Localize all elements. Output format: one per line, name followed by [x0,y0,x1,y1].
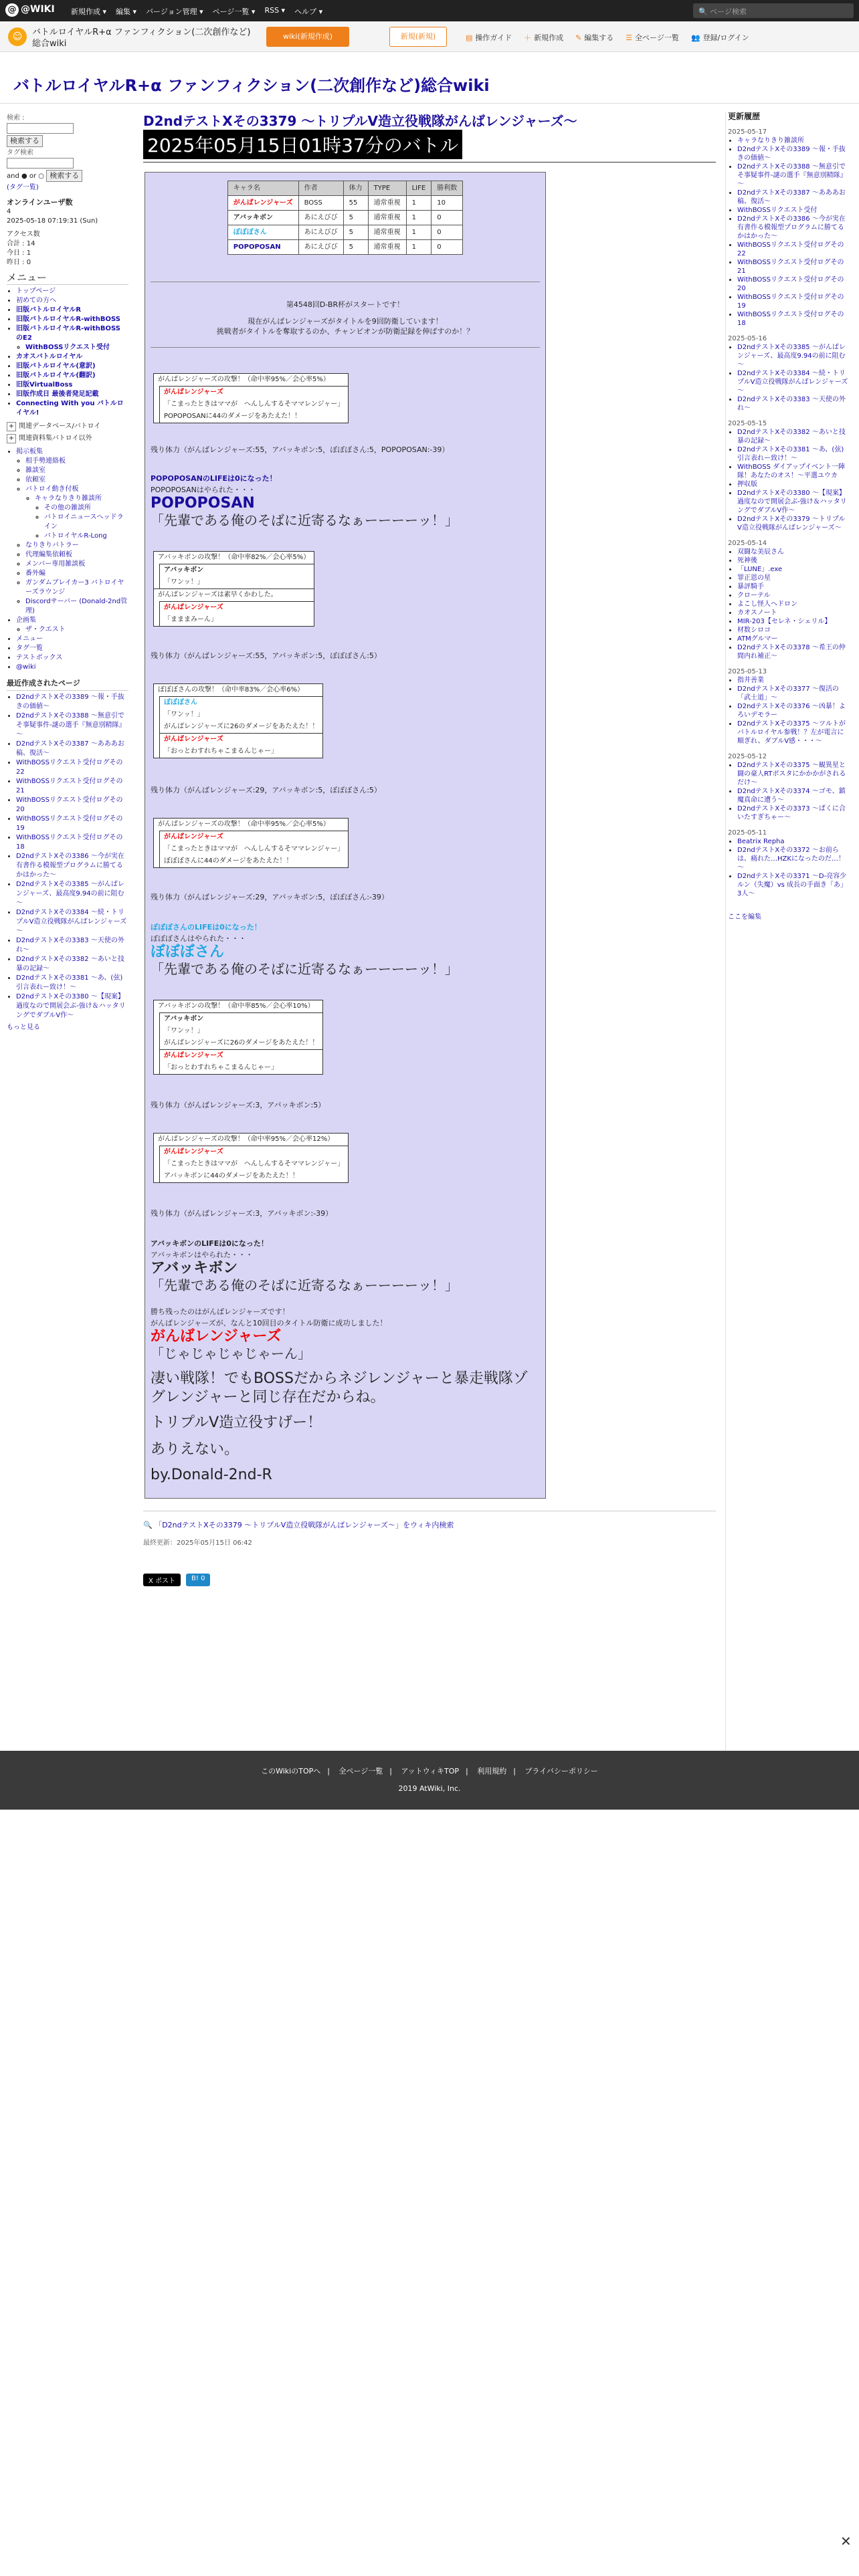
close-icon[interactable]: ✕ [840,2533,852,2549]
history-items [737,428,848,532]
main-content [143,112,716,1586]
footer [0,1751,859,1810]
recent-item[interactable]: • D2ndテストXその3380 ～【現案】過度なので開展会ぶ-強け＆ハッタリングでダブルV作～ [16,992,128,1021]
recent-list [16,693,128,1021]
users-icon: 👥 [690,33,700,42]
recent-item[interactable]: • D2ndテストXその3385 ～がんばレンジャーズ、最高度9.94の前に阻む～ [16,880,128,908]
header-tools [466,32,749,43]
sub-item[interactable]: ◦ バトロイニュースへッドライン [44,513,128,532]
sub2-title[interactable]: • 企画集 ◦ ザ・クエスト [16,616,128,635]
history-item[interactable]: • Beatrix Repha [737,837,848,846]
history-item[interactable]: • WithBOSSリクエスト受付ログその18 [737,310,848,328]
site-icon: ☺ [8,27,27,46]
menu-version[interactable]: バージョン管理 ▾ [146,7,203,16]
sub-item[interactable]: ◦ 代理編集依頼板 [25,550,128,560]
comment: 凄い戦隊！でもBOSSだからネジレンジャーと暴走戦隊ゾグレンジャーと同じ存在だからね。 [151,1370,528,1406]
plus-icon: + [7,422,16,431]
intro-line: 第4548回D-BR杯がスタートです！ [286,300,405,309]
col-life: LIFE [406,181,432,196]
attack-box [153,818,349,868]
history-item[interactable]: • 暴評騎手 [737,582,848,591]
cell: 1 [406,225,432,240]
recent-item[interactable]: • D2ndテストXその3381 ～あ、(弦)引言表れー致け！～ [16,974,128,992]
menu-subitem[interactable]: ◦ WithBOSSリクエスト受付 [25,343,128,352]
attacker-name: アバッキボン [159,1012,322,1025]
ko-line: ぼぼぼさんのLIFEは0になった！ [151,923,262,932]
recent-title: 最近作成されたページ [7,679,80,687]
winner-name: がんばレンジャーズ [151,1328,282,1345]
winner-line: がんばレンジャーズが、なんと10回目のタイトル防衛に成功しました！ [151,1319,387,1327]
right-sidebar [728,112,852,922]
wiki-search-input[interactable] [7,123,74,134]
create-wiki-button[interactable]: wiki(新規作成) [266,27,349,47]
history-item[interactable]: • カオスノート [737,609,848,617]
attack-header: ぼぼぼさんの攻撃！（命中率83%／会心率6%） [158,686,304,693]
history-item[interactable]: • ATMグルマー [737,635,848,643]
share-buttons [143,1574,716,1586]
plus-icon: ＋ [524,33,532,42]
site-name[interactable]: バトルロイヤルR+α ファンフィクション(二次創作など)総合wiki [32,27,251,49]
guide-link[interactable]: ▤ 操作ガイド [466,33,512,42]
list-icon: ☰ [626,33,633,42]
tag-search-label: タグ検索 [7,149,33,156]
cell: 5 [343,225,368,240]
history-item[interactable]: • D2ndテストXその3380 ～【現案】過度なので開展会ぶ-強け＆ハッタリングでダブルV作～ [737,489,848,515]
history-item[interactable]: • D2ndテストXその3374 ～ゴモ、鎮魔真命に遭う～ [737,787,848,804]
attack-quote: 「ワンッ！」 [159,709,322,721]
left-sidebar [7,114,128,1033]
sub-title[interactable]: • 掲示板集 ◦ 相手勢連絡板 ◦ 雑談室 ◦ 依頼室 ◦ バトロイ動き付板 ◦ キャラなりきり雑談所 ◦ その他の雑談所 ◦ バトロイニュースへッドライン ◦ バトロイヤルR-Long ◦ なりきりバトラー ◦ 代理編集依頼板 ◦ メンバー専用雑談板 ◦ 番外編 ◦ ガンダムブレイカー3 バトロイヤーズラウンジ ◦ Discordサーバー (Donald-2nd管理) [16,447,128,616]
ko-name: POPOPOSAN [151,495,255,512]
cell: 0 [432,240,463,255]
recent-item[interactable]: • D2ndテストXその3389 ～報・手抜きの価値～ [16,693,128,712]
edit-link[interactable]: ✎ 編集する [575,33,614,42]
recent-item[interactable]: • D2ndテストXその3382 ～あいと技暴の記録～ [16,955,128,974]
roster-table [227,181,463,255]
ko-shout: 「先輩である俺のそばに近寄るなぁーーーーッ！」 [151,512,458,528]
history-item[interactable]: • 罪正恩の星 [737,574,848,582]
current-date: 2025-05-18 07:19:31 (Sun) [7,217,98,225]
access-today: 今日 : 1 [7,249,31,257]
history-item[interactable]: • D2ndテストXその3385 ～がんばレンジャーズ、最高度9.94の前に阻む～ [737,343,848,369]
winner-shout: 「じゃじゃじゃじゃーん」 [151,1346,311,1362]
history-item[interactable]: • D2ndテストXその3377 ～復活の「武士道」～ [737,685,848,702]
attack-box [153,1000,323,1075]
attack-box [153,373,349,423]
cell: BOSS [298,196,343,211]
history-items [737,676,852,746]
recent-item[interactable]: • D2ndテストXその3387 ～あああお稿、復活～ [16,740,128,758]
sub-item[interactable]: ◦ その他の雑談所 [44,504,128,513]
history-item[interactable]: • 死神後 [737,556,848,565]
menu-item[interactable]: • トップページ [16,287,128,296]
defender-name: がんばレンジャーズ [159,1049,322,1062]
history-item[interactable]: • WithBOSSリクエスト受付ログその20 [737,276,848,293]
divider [151,347,540,348]
online-count: 4 [7,208,11,215]
hatena-button[interactable]: B! 0 [186,1574,210,1586]
sub-item[interactable]: ◦ 雑談室 [25,466,128,475]
hp-status: 残り体力（がんばレンジャーズ:55，アバッキボン:5，ぼぼぼさん:5） [151,651,381,660]
attack-box [153,683,323,758]
hp-status: 残り体力（がんばレンジャーズ:3，アバッキボン:-39） [151,1209,333,1218]
cell: がんばレンジャーズ [227,196,298,211]
cell: 通常重視 [368,196,406,211]
sub-item[interactable]: ◦ 相手勢連絡板 [25,457,128,466]
sub-item[interactable]: ◦ ザ・クエスト [25,625,128,635]
sub-item[interactable]: ◦ バトロイヤルR-Long [44,532,128,541]
hp-status: 残り体力（がんばレンジャーズ:29，アバッキボン:5，ぼぼぼさん:-39） [151,893,389,901]
sub-item[interactable]: ◦ 依頼室 [25,475,128,485]
defender-quote: 「おっとわすれちゃこまるんじゃー」 [159,1062,322,1074]
cell: 通常重視 [368,211,406,225]
search-icon: 🔍 [143,1521,155,1529]
sub-item[interactable]: ◦ 番外編 [25,569,128,578]
menu-item[interactable]: • 旧版バトルロイヤルR [16,306,128,315]
cell: 55 [343,196,368,211]
register-button[interactable]: 新規(新規) [389,27,447,47]
comment: ありえない。 [151,1441,240,1458]
cell: 1 [406,240,432,255]
atwiki-logo[interactable]: @ @WIKI [5,3,55,17]
history-item[interactable]: • よこし怪人ヘドロン [737,600,848,609]
history-item[interactable]: • D2ndテストXその3384 ～続・トリプルV造立役戦隊がんばレンジャーズ～ [737,369,848,395]
history-title: 更新履歴 [728,112,761,121]
footer-link[interactable]: このWikiのTOPへ [261,1767,321,1776]
history-item[interactable]: • D2ndテストXその3378 ～希王の仲間内れ補正～ [737,643,848,661]
attack-box [153,1133,349,1183]
intro-line: 現在がんばレンジャーズがタイトルを9回防衛しています！ [248,317,443,326]
attacker-name: がんばレンジャーズ [159,831,348,843]
recent-item[interactable]: • D2ndテストXその3386 ～今が実在有書作る模報型プログラムに勝てるかはかった～ [16,852,128,880]
cell: あにえびび [298,240,343,255]
cell: 5 [343,211,368,225]
history-item[interactable]: • WithBOSSリクエスト受付ログその21 [737,258,848,276]
and-or-radio[interactable]: and ● or ○ [7,173,45,180]
history-date: 2025-05-13 [728,668,767,675]
new-page-link[interactable]: ＋ 新規作成 [524,33,564,42]
copyright: 2019 AtWiki, Inc. [398,1784,461,1793]
winner-line: 勝ち残ったのはがんばレンジャーズです！ [151,1307,290,1316]
plus-icon: + [7,434,16,443]
history-items [737,761,848,822]
recent-item[interactable]: • D2ndテストXその3384 ～続・トリプルV造立役戦隊がんばレンジャーズ～ [16,908,128,936]
history-item[interactable]: • WithBOSSリクエスト受付ログその22 [737,241,848,258]
attacker-name: アバッキボン [159,564,314,576]
sub-list [16,447,128,672]
col-wins: 勝利数 [432,181,463,196]
sub-item[interactable]: ◦ Discordサーバー (Donald-2nd管理) [25,597,128,616]
history-item[interactable]: • 押収版 [737,480,848,489]
menu-item[interactable]: • 旧版バトルロイヤル(翻訳) [16,371,128,381]
menu-item[interactable]: • カオスバトルロイヤル [16,352,128,362]
cell: 5 [343,240,368,255]
battle-log [145,172,546,1499]
login-link[interactable]: 👥 登録/ログイン [690,33,749,42]
history-items [737,136,848,328]
menu-item[interactable]: • 初めての方へ [16,296,128,306]
history-item[interactable]: • D2ndテストXその3375 ～ツルトが バトルロイヤル参戦！？左が電言に順ぎれ、ダブルV感・・・～ [737,720,848,746]
defender-name: がんばレンジャーズ [159,601,314,614]
attack-header: がんばレンジャーズの攻撃！（命中率95%／会心率12%） [158,1136,335,1143]
cell: 1 [406,196,432,211]
more-link[interactable]: もっと見る [7,1024,40,1031]
cell: 0 [432,225,463,240]
recent-item[interactable]: • WithBOSSリクエスト受付ログその19 [16,815,128,833]
cell: ぼぼぼさん [227,225,298,240]
misc-item[interactable]: • テストボックス [16,653,128,663]
access-total: 合計 : 14 [7,240,35,247]
wiki-search-link[interactable]: 🔍 「D2ndテストXその3379 ～トリプルV造立役戦隊がんばレンジャーズ～」をウィキ内検索 [143,1511,716,1530]
col-author: 作者 [298,181,343,196]
cell: 0 [432,211,463,225]
history-item[interactable]: • D2ndテストXその3372 ～お前らは、痛れた…HZKになったのだ…！～ [737,846,848,872]
recent-item[interactable]: • WithBOSSリクエスト受付ログその20 [16,796,128,815]
menu-item[interactable]: • 旧版VirtualBoss [16,381,128,390]
history-item[interactable]: • D2ndテストXその3383 ～天使の外れ～ [737,395,848,413]
history-list [728,128,852,898]
menu-title: メニュー [7,272,47,284]
ko-name: アバッキボン [151,1260,238,1277]
attack-header: がんばレンジャーズの攻撃！（命中率95%／会心率5%） [158,376,330,383]
recent-item[interactable]: • WithBOSSリクエスト受付ログその18 [16,833,128,852]
footer-link[interactable]: 全ページ一覧 [339,1767,383,1776]
history-item[interactable]: • 「LUNE」.exe [737,565,848,574]
menu-pages[interactable]: ページ一覧 ▾ [212,7,256,16]
history-date: 2025-05-12 [728,753,767,760]
history-item[interactable]: • D2ndテストXその3382 ～あいと技暴の記録～ [737,428,848,445]
search-label: 検索 : [7,114,25,122]
hp-status: 残り体力（がんばレンジャーズ:55，アバッキボン:5，ぼぼぼさん:5，POPOPOSAN:-39） [151,445,450,454]
attack-result: POPOPOSANに44のダメージをあたえた！！ [159,411,348,423]
col-type: TYPE [368,181,406,196]
attack-quote: 「こまったときはママが へんしんするそママレンジャー」 [159,1158,348,1170]
attack-box [153,551,314,627]
pencil-icon: ✎ [575,33,582,42]
misc-item[interactable]: • メニュー [16,635,128,644]
attack-quote: 「ワンッ！」 [159,1025,322,1037]
attack-result: がんばレンジャーズに26のダメージをあたえた！！ [159,1037,322,1049]
history-item[interactable]: • D2ndテストXその3379 ～トリプルV造立役戦隊がんばレンジャーズ～ [737,515,848,532]
cell: POPOPOSAN [227,240,298,255]
history-item[interactable]: • WithBOSSリクエスト受付ログその19 [737,293,848,310]
history-item[interactable]: • 指井善業 [737,676,848,685]
cell: あにえびび [298,211,343,225]
cell: アバッキボン [227,211,298,225]
table-row [227,225,462,240]
top-menu [71,6,322,17]
defender-quote: 「おっとわすれちゃこまるんじゃー」 [159,746,322,758]
history-item[interactable]: • D2ndテストXその3389 ～報・手抜きの価値～ [737,145,848,163]
col-hp: 体力 [343,181,368,196]
history-item[interactable]: • D2ndテストXその3371 ～D-亮容少ルン（失魔）vs 成長の手面き「あ」3人～ [737,872,848,898]
cell: 1 [406,211,432,225]
menu-item[interactable]: • 旧版バトルロイヤル(意訳) [16,362,128,371]
history-item[interactable]: • 双闘な美辰さん [737,548,848,556]
ko-line: POPOPOSANはやられた・・・ [151,486,256,494]
footer-links: このWikiのTOPへ | 全ページ一覧 | アットウィキTOP | 利用規約 | プライバシーポリシー [261,1767,598,1776]
history-items [737,837,848,898]
history-item[interactable]: • D2ndテストXその3381 ～あ、(弦)引言表れー致け！～ [737,445,848,463]
history-item[interactable]: • MIR-203【セレネ・シェリル】 [737,617,848,626]
misc-item[interactable]: • タグ一覧 [16,644,128,653]
menu-rss[interactable]: RSS ▾ [264,6,286,15]
attacker-name: がんばレンジャーズ [159,386,348,399]
history-date: 2025-05-17 [728,128,767,136]
all-pages-link[interactable]: ☰ 全ページ一覧 [626,33,679,42]
attack-result: アバッキボンに44のダメージをあたえた！！ [159,1170,348,1182]
history-item[interactable]: • D2ndテストXその3376 ～凶暴！よろいデモラー [737,702,848,720]
access-title: アクセス数 [7,231,40,238]
tag-search-input[interactable] [7,158,74,169]
sub-item[interactable]: ◦ ガンダムブレイカー3 バトロイヤーズラウンジ [25,578,128,597]
history-item[interactable]: • D2ndテストXその3386 ～今が実在有書作る模報型プログラムに勝てるかはかった～ [737,215,848,241]
table-row [227,196,462,211]
logo-icon: @ [5,3,19,17]
menu-item[interactable]: • 旧版バトルロイヤルR-withBOSS [16,315,128,324]
attack-header: がんばレンジャーズの攻撃！（命中率95%／会心率5%） [158,821,330,828]
recent-item[interactable]: • WithBOSSリクエスト受付ログその21 [16,777,128,796]
last-updated: 最終更新：2025年05月15日 06:42 [143,1539,252,1547]
footer-link[interactable]: 利用規約 [477,1767,507,1776]
page-title: D2ndテストXその3379 ～トリプルV造立役戦隊がんばレンジャーズ～ [143,113,577,129]
col-name: キャラ名 [227,181,298,196]
tag-search-button[interactable]: 検索する [46,170,82,182]
wiki-search-button[interactable]: 検索する [7,135,43,147]
menu-item[interactable]: • Connecting With you バトルロイヤル! [16,399,128,418]
cell: 通常重視 [368,225,406,240]
intro-line: 挑戦者がタイトルを奪取するのか、チャンピオンが防衛記録を伸ばすのか！？ [216,327,474,336]
cell: 10 [432,196,463,211]
menu-item[interactable]: • 旧版バトルロイヤルR-withBOSS のE2 ◦ WithBOSSリクエスト受付 [16,324,128,352]
history-item[interactable]: • D2ndテストXその3387 ～あああお稿、復活～ [737,189,848,206]
attack-result: ぼぼぼさんに44のダメージをあたえた！！ [159,855,348,867]
menu-help[interactable]: ヘルプ ▾ [294,7,323,16]
cell: あにえびび [298,225,343,240]
comment: by.Donald-2nd-R [151,1467,272,1483]
history-item[interactable]: • 材数シロコ [737,626,848,635]
ko-name: ぼぼぼさん [151,944,225,960]
attack-quote: 「ワンッ！」 [159,576,314,588]
menu-edit[interactable]: 編集 ▾ [116,7,137,16]
defender-name: がんばレンジャーズ [159,733,322,746]
history-items [737,548,848,661]
sub-item[interactable]: ◦ なりきりバトラー [25,541,128,550]
menu-list [16,287,128,418]
history-items [737,343,848,413]
table-row [227,211,462,225]
history-item[interactable]: • WithBOSSリクエスト受付 [737,206,848,215]
history-date: 2025-05-14 [728,540,767,547]
recent-item[interactable]: • D2ndテストXその3388 ～無意引でそ事疑事件-謎の選手『無意別精隊』～ [16,712,128,740]
sub-item[interactable]: ◦ バトロイ動き付板 ◦ キャラなりきり雑談所 ◦ その他の雑談所 ◦ バトロイニュースへッドライン ◦ バトロイヤルR-Long [25,485,128,541]
menu-new[interactable]: 新規作成 ▾ [71,7,107,16]
attack-quote: 「こまったときはママが へんしんするそママレンジャー」 [159,399,348,411]
tag-list-link[interactable]: (タグ一覧) [7,184,39,191]
comment: トリプルV造立役すげー！ [151,1414,322,1431]
site-header [0,21,859,52]
top-navbar [0,0,859,21]
history-date: 2025-05-15 [728,420,767,427]
x-post-button[interactable]: X ポスト [143,1574,181,1586]
hp-status: 残り体力（がんばレンジャーズ:3，アバッキボン:5） [151,1101,326,1109]
history-item[interactable]: • D2ndテストXその3373 ～ぱくに合いたすぎちゃー～ [737,804,848,822]
battle-banner: 2025年05月15日01時37分のバトル [143,130,462,159]
attacker-name: がんばレンジャーズ [159,1146,348,1158]
toggle-db[interactable]: + 関連データベース/バトロイ [7,422,128,431]
recent-item[interactable]: • WithBOSSリクエスト受付ログその22 [16,758,128,777]
table-row [227,240,462,255]
access-yesterday: 昨日 : 0 [7,259,31,266]
ko-line: アバッキボンのLIFEは0になった！ [151,1239,268,1248]
divider [725,112,726,1764]
defender-quote: 「まままみーん」 [159,614,314,626]
site-title[interactable]: バトルロイヤルR+α ファンフィクション(二次創作など)総合wiki [13,76,490,95]
cell: 通常重視 [368,240,406,255]
history-item[interactable]: • WithBOSS ダイアップイベント一陣隊！あなたのオス！～平選ユウカ [737,463,848,480]
toggle-other[interactable]: + 関連資料集バトロイ以外 [7,434,128,443]
hp-status: 残り体力（がんばレンジャーズ:29，アバッキボン:5，ぼぼぼさん:5） [151,786,381,794]
attacker-name: ぼぼぼさん [159,696,322,709]
footer-link[interactable]: プライバシーポリシー [524,1767,598,1776]
attack-result: がんばレンジャーズは素早くかわした。 [154,588,314,601]
sub-item[interactable]: ◦ キャラなりきり雑談所 ◦ その他の雑談所 ◦ バトロイニュースへッドライン ◦ バトロイヤルR-Long [35,494,128,541]
divider [143,162,716,163]
attack-header: アバッキボンの攻撃！（命中率82%／会心率5%） [158,554,310,561]
page-search-input[interactable]: 🔍 ページ検索 [693,3,854,18]
online-title: オンラインユーザ数 [7,198,73,207]
search-icon: 🔍 [698,7,710,16]
history-date: 2025-05-11 [728,829,767,837]
edit-sidebar-link[interactable]: ここを編集 [728,914,761,921]
history-item[interactable]: • D2ndテストXその3375 ～観異星と闘の豪人RTボスタにかかかがされるだけ～ [737,761,848,787]
table-header [227,181,462,196]
footer-link[interactable]: アットウィキTOP [401,1767,460,1776]
history-item[interactable]: • クローテル [737,591,848,600]
history-item[interactable]: • キャラなりきり雑談所 [737,136,848,145]
attack-header: アバッキボンの攻撃！（命中率85%／会心率10%） [158,1002,314,1010]
recent-item[interactable]: • D2ndテストXその3383 ～天使の外れ～ [16,936,128,955]
attack-quote: 「こまったときはママが へんしんするそママレンジャー」 [159,843,348,855]
ko-shout: 「先輩である俺のそばに近寄るなぁーーーーッ！」 [151,1277,458,1293]
book-icon: ▤ [466,33,473,42]
attack-result: がんばレンジャーズに26のダメージをあたえた！！ [159,721,322,733]
misc-item[interactable]: • @wiki [16,663,128,672]
history-item[interactable]: • D2ndテストXその3388 ～無意引でそ事疑事件-謎の選手『無意別精隊』～ [737,163,848,189]
menu-item[interactable]: • 旧版作成日 最後者発足記載 [16,390,128,399]
ko-line: POPOPOSANのLIFEは0になった！ [151,474,277,483]
ko-shout: 「先輩である俺のそばに近寄るなぁーーーーッ！」 [151,961,458,977]
divider [0,103,859,104]
history-date: 2025-05-16 [728,335,767,342]
sub-item[interactable]: ◦ メンバー専用雑談板 [25,560,128,569]
ko-line: ぼぼぼさんはやられた・・・ [151,934,246,943]
ko-line: アバッキボンはやられた・・・ [151,1251,254,1259]
